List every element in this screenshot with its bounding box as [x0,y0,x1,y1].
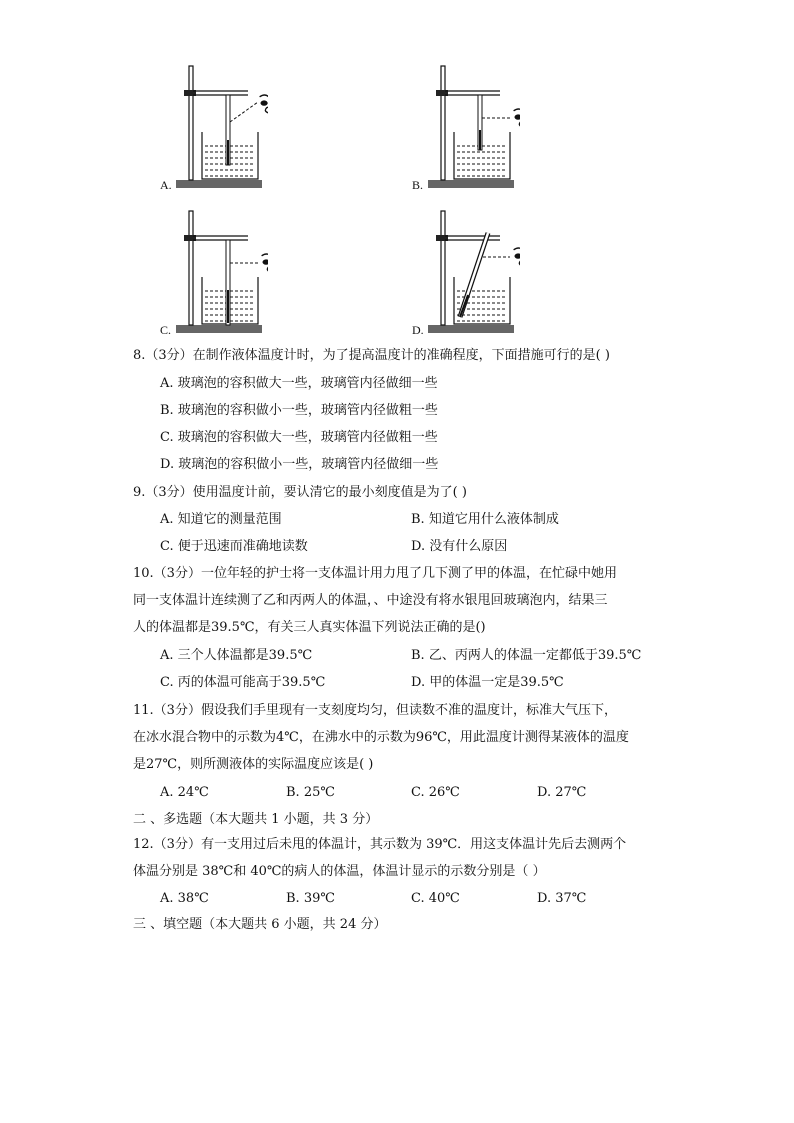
q11-stem-line-2: 在冰水混合物中的示数为4℃，在沸水中的示数为96℃，用此温度计测得某液体的温度 [133,730,629,745]
q11-option-a[interactable]: A. 24℃ [160,785,209,800]
q12-option-a[interactable]: A. 38℃ [160,891,209,906]
q9-stem: 9.（3分）使用温度计前，要认清它的最小刻度值是为了( ) [133,485,467,500]
figure-b-label: B. [412,178,424,192]
figure-c [158,205,268,335]
q10-stem-line-2: 同一支体温计连续测了乙和丙两人的体温，、中途没有将水银甩回玻璃泡内，结果三 [133,593,608,608]
figure-d-label: D. [412,323,424,337]
figure-a [158,60,268,190]
thermometer-setup-d-diagram [410,205,520,335]
figure-a-label: A. [160,178,172,192]
q9-option-b[interactable]: B. 知道它用什么液体制成 [411,512,559,527]
thermometer-setup-c-diagram [158,205,268,335]
section-3-heading: 三 、填空题（本大题共 6 小题，共 24 分） [133,917,387,932]
q8-option-d[interactable]: D. 玻璃泡的容积做小一些，玻璃管内径做细一些 [160,457,439,472]
q10-option-b[interactable]: B. 乙、丙两人的体温一定都低于39.5℃ [411,648,642,663]
q10-option-c[interactable]: C. 丙的体温可能高于39.5℃ [160,675,326,690]
q10-stem-line-1: 10.（3分）一位年轻的护士将一支体温计用力甩了几下测了甲的体温，在忙碌中她用 [133,566,617,581]
q12-stem-line-2: 体温分别是 38℃和 40℃的病人的体温，体温计显示的示数分别是（ ） [133,864,546,879]
q8-option-c[interactable]: C. 玻璃泡的容积做大一些，玻璃管内径做粗一些 [160,430,438,445]
q9-option-d[interactable]: D. 没有什么原因 [411,539,508,554]
section-2-heading: 二 、多选题（本大题共 1 小题，共 3 分） [133,812,379,827]
q11-stem-line-3: 是27℃，则所测液体的实际温度应该是( ) [133,757,374,772]
figure-d [410,205,520,335]
q12-stem-line-1: 12.（3分）有一支用过后未甩的体温计，其示数为 39℃．用这支体温计先后去测两个 [133,837,627,852]
q11-option-b[interactable]: B. 25℃ [286,785,335,800]
q10-stem-line-3: 人的体温都是39.5℃，有关三人真实体温下列说法正确的是() [133,620,486,635]
q12-option-c[interactable]: C. 40℃ [411,891,460,906]
q12-option-b[interactable]: B. 39℃ [286,891,335,906]
q11-stem-line-1: 11.（3分）假设我们手里现有一支刻度均匀，但读数不准的温度计，标准大气压下， [133,703,617,718]
q10-option-a[interactable]: A. 三个人体温都是39.5℃ [160,648,313,663]
figure-b [410,60,520,190]
q10-option-d[interactable]: D. 甲的体温一定是39.5℃ [411,675,564,690]
thermometer-setup-b-diagram [410,60,520,190]
q9-option-c[interactable]: C. 便于迅速而准确地读数 [160,539,308,554]
q12-option-d[interactable]: D. 37℃ [537,891,587,906]
q11-option-c[interactable]: C. 26℃ [411,785,460,800]
q11-option-d[interactable]: D. 27℃ [537,785,587,800]
figure-c-label: C. [160,323,172,337]
q8-option-a[interactable]: A. 玻璃泡的容积做大一些，玻璃管内径做细一些 [160,376,438,391]
q8-option-b[interactable]: B. 玻璃泡的容积做小一些，玻璃管内径做粗一些 [160,403,438,418]
q8-stem: 8.（3分）在制作液体温度计时，为了提高温度计的准确程度，下面措施可行的是( ) [133,348,610,363]
q9-option-a[interactable]: A. 知道它的测量范围 [160,512,282,527]
thermometer-setup-a-diagram [158,60,268,190]
